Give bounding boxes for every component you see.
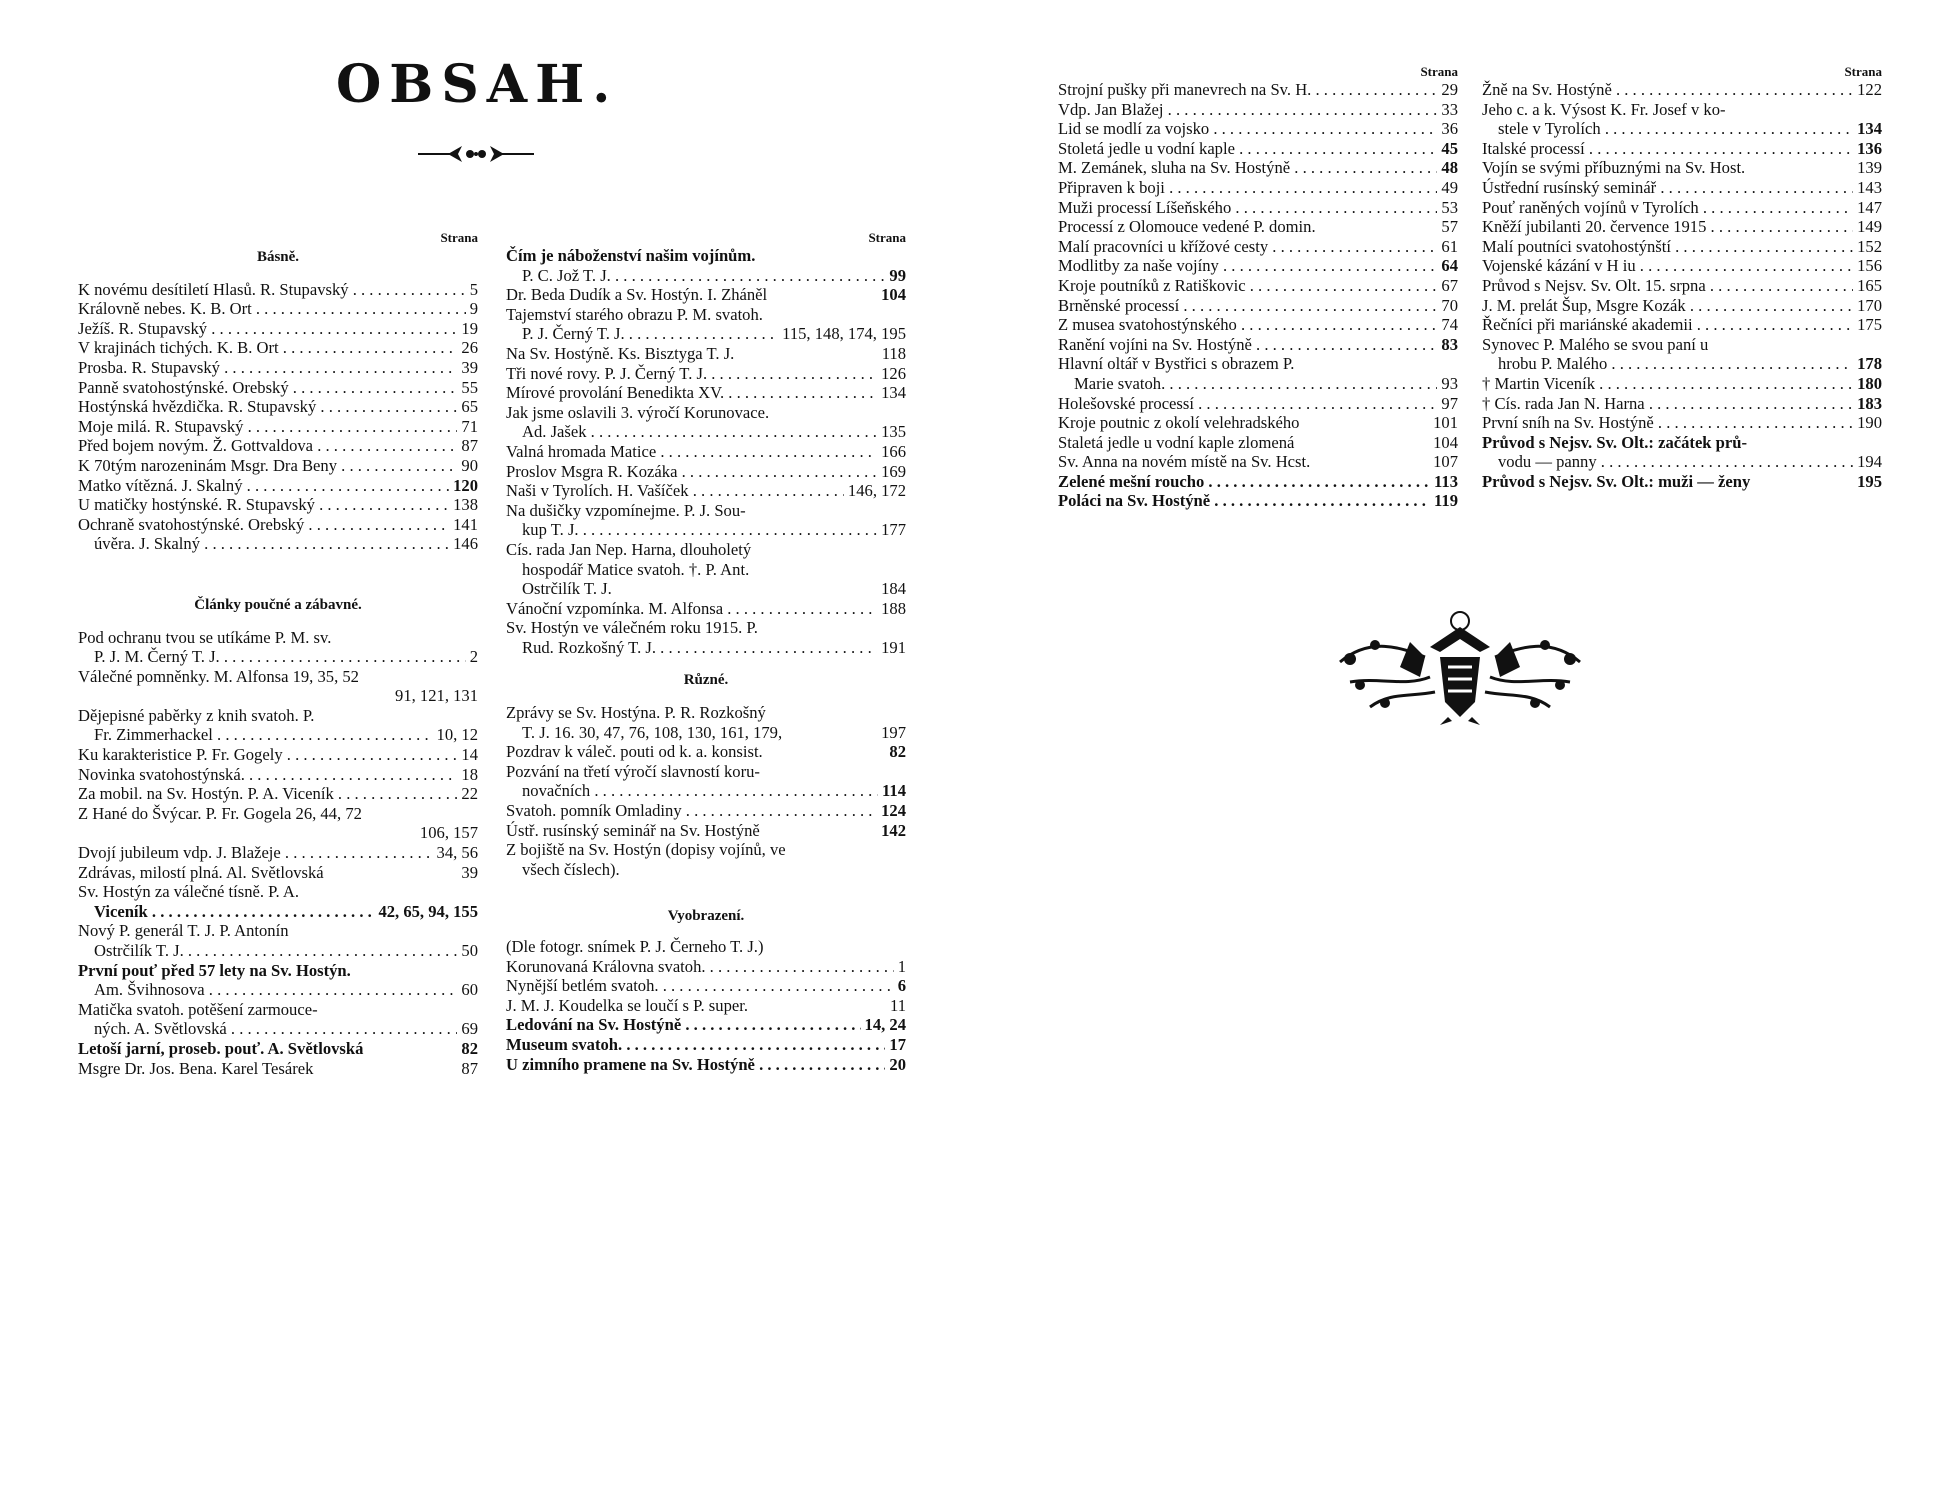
toc-entry[interactable]: Valná hromada Matice . . . 166 <box>506 442 906 462</box>
toc-entry[interactable]: † Martin Viceník . . . 180 <box>1482 374 1882 394</box>
toc-entry[interactable]: Rud. Rozkošný T. J. . . . 191 <box>506 638 906 658</box>
strana-label: Strana <box>440 230 478 245</box>
toc-entry[interactable]: Ježíš. R. Stupavský . . . 19 <box>78 319 478 339</box>
toc-entry-line: Hlavní oltář v Bystřici s obrazem P. <box>1058 354 1295 374</box>
toc-entry[interactable]: Am. Švihnosova . . . 60 <box>78 980 478 1000</box>
toc-entry[interactable]: Muži processí Líšeňského . . . 53 <box>1058 198 1458 218</box>
toc-entry-line: (Dle fotogr. snímek P. J. Černeho T. J.) <box>506 937 764 956</box>
toc-entry[interactable]: hrobu P. Malého . . . 178 <box>1482 354 1882 374</box>
toc-entry[interactable]: Ledování na Sv. Hostýně . . . 14, 24 <box>506 1015 906 1035</box>
toc-entry-line: Průvod s Nejsv. Sv. Olt.: začátek prů- <box>1482 432 1748 452</box>
toc-column-3 <box>1058 62 1458 511</box>
toc-entry[interactable]: Viceník . . . 42, 65, 94, 155 <box>78 902 478 922</box>
toc-entry[interactable]: P. J. M. Černý T. J. . . . 2 <box>78 647 478 667</box>
toc-entry[interactable]: Kněží jubilanti 20. července 1915 . . . 149 <box>1482 217 1882 237</box>
toc-entry[interactable]: Ku karakteristice P. Fr. Gogely . . . 14 <box>78 745 478 765</box>
toc-entry[interactable]: Matko vítězná. J. Skalný . . . 120 <box>78 476 478 496</box>
toc-entry[interactable]: Strojní pušky při manevrech na Sv. H. . . . 29 <box>1058 80 1458 100</box>
toc-entry[interactable]: Poláci na Sv. Hostýně . . . 119 <box>1058 491 1458 511</box>
toc-column-2 <box>506 228 906 1074</box>
toc-entry[interactable]: M. Zemánek, sluha na Sv. Hostýně . . . 48 <box>1058 158 1458 178</box>
toc-entry[interactable]: Na Sv. Hostýně. Ks. Bisztyga T. J. 118 <box>506 343 906 363</box>
toc-entry[interactable]: kup T. J. . . . 177 <box>506 520 906 540</box>
toc-entry[interactable]: Řečníci při mariánské akademii . . . 175 <box>1482 315 1882 335</box>
toc-entry[interactable]: Novinka svatohostýnská. . . . 18 <box>78 765 478 785</box>
toc-entry-line: Na dušičky vzpomínejme. P. J. Sou- <box>506 500 746 520</box>
toc-entry[interactable]: Marie svatoh. . . . 93 <box>1058 374 1458 394</box>
toc-entry[interactable]: Ad. Jašek . . . 135 <box>506 422 906 442</box>
toc-entry[interactable]: P. J. Černý T. J. . . . 115, 148, 174, 195 <box>506 324 906 344</box>
toc-entry[interactable]: vodu — panny . . . 194 <box>1482 452 1882 472</box>
toc-entry-line: První pouť před 57 lety na Sv. Hostýn. <box>78 960 351 980</box>
toc-entry[interactable]: Proslov Msgra R. Kozáka . . . 169 <box>506 462 906 482</box>
toc-entry[interactable]: Letoší jarní, proseb. pouť. A. Světlovská 82 <box>78 1038 478 1058</box>
toc-entry[interactable]: Ochraně svatohostýnské. Orebský . . . 141 <box>78 515 478 535</box>
toc-entry[interactable]: Pouť raněných vojínů v Tyrolích . . . 147 <box>1482 198 1882 218</box>
toc-entry[interactable]: Naši v Tyrolích. H. Vašíček . . . 146, 172 <box>506 481 906 501</box>
section-heading-clanky: Články poučné a zábavné. <box>194 596 362 613</box>
section-heading-basne: Básně. <box>256 249 300 265</box>
section-heading-ruzne: Různé. <box>683 672 729 689</box>
toc-entry[interactable]: Žně na Sv. Hostýně . . . 122 <box>1482 80 1882 100</box>
toc-entry[interactable]: P. C. Jož T. J. . . . 99 <box>506 266 906 286</box>
toc-entry[interactable]: ných. A. Světlovská . . . 69 <box>78 1019 478 1039</box>
toc-entry[interactable]: Královně nebes. K. B. Ort . . . 9 <box>78 299 478 319</box>
toc-entry[interactable]: † Cís. rada Jan N. Harna . . . 183 <box>1482 394 1882 414</box>
toc-entry-line: Jak jsme oslavili 3. výročí Korunovace. <box>506 402 770 422</box>
toc-entry[interactable]: Malí poutníci svatohostýnští . . . 152 <box>1482 237 1882 257</box>
toc-entry[interactable]: Museum svatoh. . . . 17 <box>506 1035 906 1055</box>
toc-entry[interactable]: Pozdrav k váleč. pouti od k. a. konsist. 82 <box>506 742 906 762</box>
toc-entry[interactable]: Fr. Zimmerhackel . . . 10, 12 <box>78 725 478 745</box>
toc-entry[interactable]: Dr. Beda Dudík a Sv. Hostýn. I. Zháněl 104 <box>506 285 906 305</box>
toc-entry[interactable]: Za mobil. na Sv. Hostýn. P. A. Viceník . . . 22 <box>78 784 478 804</box>
toc-entry[interactable]: Moje milá. R. Stupavský . . . 71 <box>78 417 478 437</box>
toc-entry[interactable]: Zelené mešní roucho . . . 113 <box>1058 472 1458 492</box>
toc-column-4 <box>1482 62 1882 491</box>
toc-entry[interactable]: Stoletá jedle u vodní kaple . . . 45 <box>1058 139 1458 159</box>
toc-entry[interactable]: Mírové provolání Benedikta XV. . . . 134 <box>506 383 906 403</box>
strana-label: Strana <box>1844 64 1882 79</box>
toc-entry[interactable]: Průvod s Nejsv. Sv. Olt. 15. srpna . . . 165 <box>1482 276 1882 296</box>
toc-entry-line: Tajemství starého obrazu P. M. svatoh. <box>506 304 763 324</box>
toc-entry[interactable]: Korunovaná Královna svatoh. . . . 1 <box>506 957 906 977</box>
toc-entry[interactable]: V krajinách tichých. K. B. Ort . . . 26 <box>78 338 478 358</box>
toc-entry-line: Matička svatoh. potěšení zarmouce- <box>78 999 318 1019</box>
toc-entry[interactable]: Modlitby za naše vojíny . . . 64 <box>1058 256 1458 276</box>
section-heading-vyobrazeni: Vyobrazení. <box>667 908 745 925</box>
toc-entry[interactable]: Svatoh. pomník Omladiny . . . 124 <box>506 801 906 821</box>
toc-entry-line: Pod ochranu tvou se utíkáme P. M. sv. <box>78 627 332 647</box>
toc-entry[interactable]: Ústřední rusínský seminář . . . 143 <box>1482 178 1882 198</box>
toc-entry-line: Z Hané do Švýcar. P. Fr. Gogela 26, 44, 72 <box>78 803 362 823</box>
toc-entry[interactable]: Připraven k boji . . . 49 <box>1058 178 1458 198</box>
toc-entry[interactable]: U matičky hostýnské. R. Stupavský . . . 138 <box>78 495 478 515</box>
toc-entry[interactable]: Vojenské kázání v H iu . . . 156 <box>1482 256 1882 276</box>
toc-entry[interactable]: úvěra. J. Skalný . . . 146 <box>78 534 478 554</box>
toc-entry[interactable]: Ostrčilík T. J. 184 <box>522 579 906 599</box>
toc-entry[interactable]: Z musea svatohostýnského . . . 74 <box>1058 315 1458 335</box>
toc-entry-line: Sv. Hostýn ve válečném roku 1915. P. <box>506 618 758 638</box>
toc-entry[interactable]: Vdp. Jan Blažej . . . 33 <box>1058 100 1458 120</box>
toc-entry[interactable]: K novému desítiletí Hlasů. R. Stupavský . . . 5 <box>78 280 478 300</box>
toc-entry[interactable]: První sníh na Sv. Hostýně . . . 190 <box>1482 413 1882 433</box>
toc-entry[interactable]: Před bojem novým. Ž. Gottvaldova . . . 87 <box>78 436 478 456</box>
toc-entry[interactable]: Panně svatohostýnské. Orebský . . . 55 <box>78 378 478 398</box>
toc-entry[interactable]: Průvod s Nejsv. Sv. Olt.: muži — ženy 195 <box>1482 471 1882 491</box>
toc-entry-line: Synovec P. Malého se svou paní u <box>1482 334 1709 354</box>
toc-entry[interactable]: Holešovské processí . . . 97 <box>1058 394 1458 414</box>
toc-entry[interactable]: Malí pracovníci u křížové cesty . . . 61 <box>1058 237 1458 257</box>
toc-entry[interactable]: Válečné pomněnky. M. Alfonsa 19, 35, 52 <box>78 666 359 686</box>
toc-entry[interactable]: Vojín se svými příbuznými na Sv. Host. 139 <box>1482 158 1882 178</box>
toc-entry-line: Zprávy se Sv. Hostýna. P. R. Rozkošný <box>506 703 766 723</box>
toc-entry[interactable]: Nynější betlém svatoh. . . . 6 <box>506 976 906 996</box>
toc-entry[interactable]: Italské processí . . . 136 <box>1482 139 1882 159</box>
toc-entry-line: Sv. Hostýn za válečné tísně. P. A. <box>78 882 300 902</box>
toc-page-continuation: 106, 157 <box>419 823 478 843</box>
toc-entry-line: všech číslech). <box>522 859 620 879</box>
toc-entry[interactable]: U zimního pramene na Sv. Hostýně . . . 20 <box>506 1055 906 1075</box>
toc-column-1 <box>78 228 478 1078</box>
strana-label: Strana <box>1420 64 1458 79</box>
toc-entry[interactable]: Kroje poutníků z Ratiškovic . . . 67 <box>1058 276 1458 296</box>
toc-entry[interactable]: stele v Tyrolích . . . 134 <box>1482 119 1882 139</box>
toc-entry[interactable]: Ranění vojíni na Sv. Hostýně . . . 83 <box>1058 335 1458 355</box>
ornament-divider-icon <box>418 142 534 166</box>
toc-entry[interactable]: Staletá jedle u vodní kaple zlomená 104 <box>1058 432 1458 452</box>
toc-entry[interactable]: Msgre Dr. Jos. Bena. Karel Tesárek 87 <box>78 1058 478 1078</box>
toc-entry[interactable]: Ostrčilík T. J. . . . 50 <box>78 941 478 961</box>
toc-entry-line: Cís. rada Jan Nep. Harna, dlouholetý <box>506 539 752 559</box>
toc-entry[interactable]: Vánoční vzpomínka. M. Alfonsa . . . 188 <box>506 599 906 619</box>
toc-entry[interactable]: Prosba. R. Stupavský . . . 39 <box>78 358 478 378</box>
toc-entry[interactable]: Zdrávas, milostí plná. Al. Světlovská 39 <box>78 862 478 882</box>
toc-entry[interactable]: K 70tým narozeninám Msgr. Dra Beny . . . 90 <box>78 456 478 476</box>
toc-entry-line: Čím je náboženství našim vojínům. <box>506 246 756 265</box>
toc-entry-line: Z bojiště na Sv. Hostýn (dopisy vojínů, ve <box>506 840 786 860</box>
toc-entry[interactable]: Tři nové rovy. P. J. Černý T. J. . . . 126 <box>506 364 906 384</box>
toc-entry[interactable]: Hostýnská hvězdička. R. Stupavský . . . 65 <box>78 397 478 417</box>
toc-entry[interactable]: Brněnské processí . . . 70 <box>1058 296 1458 316</box>
toc-entry[interactable]: Sv. Anna na novém místě na Sv. Hcst. 107 <box>1058 452 1458 472</box>
toc-entry-line: hospodář Matice svatoh. †. P. Ant. <box>522 559 750 579</box>
toc-entry[interactable]: Dvojí jubileum vdp. J. Blažeje . . . 34, 56 <box>78 843 478 863</box>
toc-entry-line: Jeho c. a k. Výsost K. Fr. Josef v ko- <box>1482 99 1726 119</box>
toc-entry[interactable]: T. J. 16. 30, 47, 76, 108, 130, 161, 179, 197 <box>522 722 906 742</box>
toc-entry[interactable]: J. M. J. Koudelka se loučí s P. super. 11 <box>506 995 906 1015</box>
toc-entry[interactable]: J. M. prelát Šup, Msgre Kozák . . . 170 <box>1482 296 1882 316</box>
toc-entry[interactable]: Kroje poutnic z okolí velehradského 101 <box>1058 413 1458 433</box>
toc-entry-line: Pozvání na třetí výročí slavností koru- <box>506 761 760 781</box>
toc-entry-line: Dějepisné paběrky z knih svatoh. P. <box>78 705 315 725</box>
toc-entry[interactable]: Processí z Olomouce vedené P. domin. 57 <box>1058 217 1458 237</box>
strana-label: Strana <box>868 230 906 245</box>
toc-entry[interactable]: Lid se modlí za vojsko . . . 36 <box>1058 119 1458 139</box>
eagle-ornament-icon <box>1330 607 1590 727</box>
toc-page-continuation: 91, 121, 131 <box>395 686 478 706</box>
toc-entry[interactable]: Ústř. rusínský seminář na Sv. Hostýně 142 <box>506 820 906 840</box>
toc-entry-line: Nový P. generál T. J. P. Antonín <box>78 921 289 941</box>
toc-entry[interactable]: novačních . . . 114 <box>506 781 906 801</box>
page-title: OBSAH. <box>336 54 619 115</box>
